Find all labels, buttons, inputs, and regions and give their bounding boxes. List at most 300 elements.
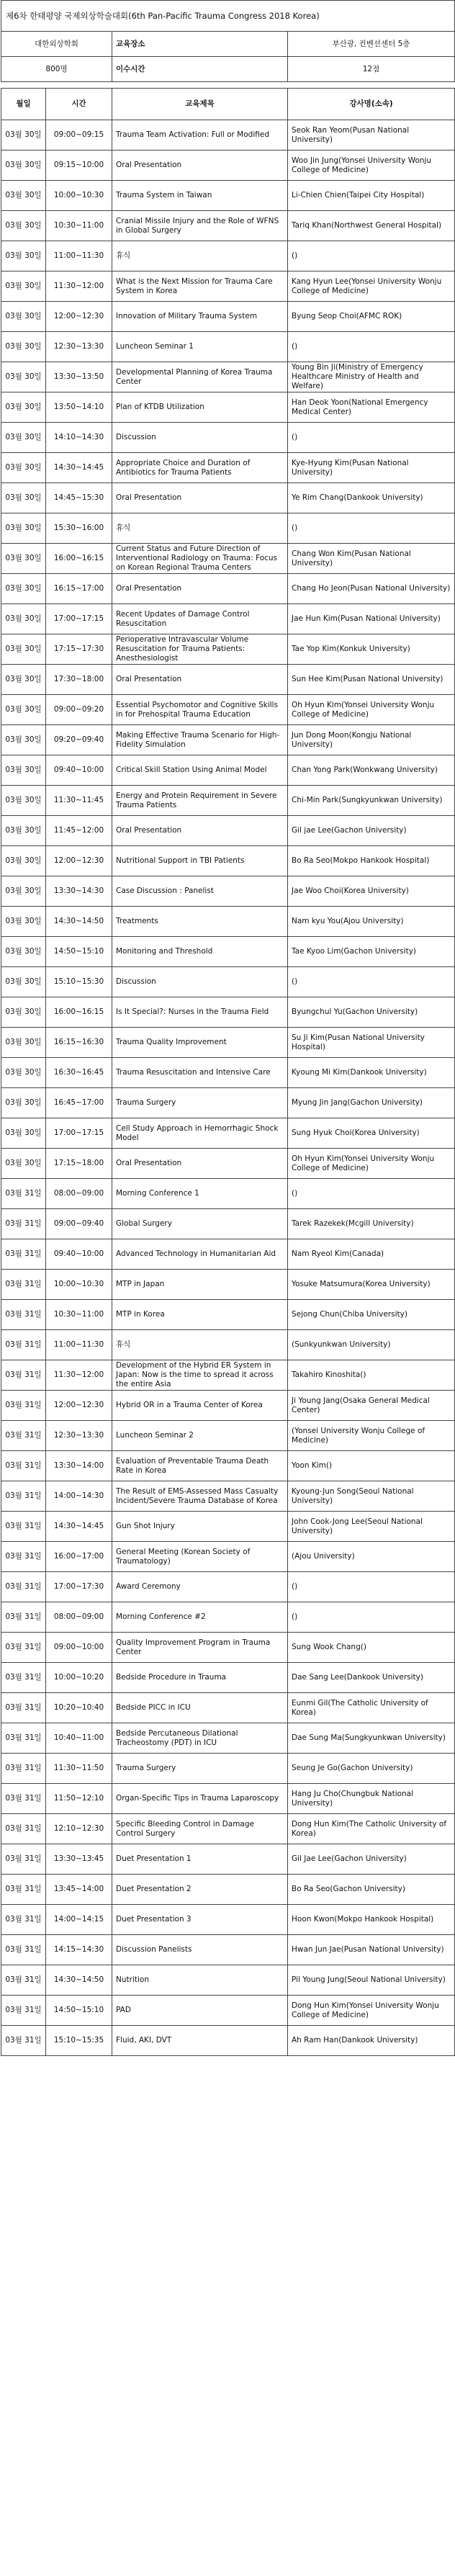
row-title: The Result of EMS-Assessed Mass Casualty Incident/Severe Trauma Database of Korea — [112, 1481, 288, 1512]
row-speaker: Kang Hyun Lee(Yonsei University Wonju College of Medicine) — [288, 271, 455, 302]
row-date: 03월 31일 — [1, 1270, 46, 1300]
row-date: 03월 30일 — [1, 181, 46, 211]
row-time: 11:45~12:00 — [46, 816, 112, 846]
row-date: 03월 31일 — [1, 1784, 46, 1814]
row-time: 14:45~15:30 — [46, 483, 112, 513]
row-title: Making Effective Trauma Scenario for High-Fidelity Simulation — [112, 725, 288, 755]
row-date: 03월 30일 — [1, 997, 46, 1028]
table-row — [1, 1330, 455, 1360]
row-speaker: Seok Ran Yeom(Pusan National University) — [288, 120, 455, 151]
row-speaker: Myung Jin Jang(Gachon University) — [288, 1088, 455, 1118]
row-title: Oral Presentation — [112, 574, 288, 604]
row-time: 15:30~16:00 — [46, 513, 112, 544]
row-title: MTP in Japan — [112, 1270, 288, 1300]
row-date: 03월 31일 — [1, 1693, 46, 1723]
row-time: 10:30~11:00 — [46, 211, 112, 241]
table-row — [1, 634, 455, 665]
row-time: 16:00~17:00 — [46, 1542, 112, 1572]
row-title: Evaluation of Preventable Trauma Death Rate in Korea — [112, 1451, 288, 1481]
row-speaker: Chan Yong Park(Wonkwang University) — [288, 755, 455, 786]
row-time: 17:00~17:30 — [46, 1572, 112, 1602]
row-date: 03월 30일 — [1, 755, 46, 786]
row-speaker: Nam kyu You(Ajou University) — [288, 907, 455, 937]
row-title: Hybrid OR in a Trauma Center of Korea — [112, 1391, 288, 1421]
row-date: 03월 30일 — [1, 907, 46, 937]
row-title: What is the Next Mission for Trauma Care System in Korea — [112, 271, 288, 302]
table-row — [1, 1149, 455, 1179]
table-row — [1, 302, 455, 332]
table-row — [1, 2026, 455, 2056]
row-date: 03월 30일 — [1, 120, 46, 151]
row-speaker: Tariq Khan(Northwest General Hospital) — [288, 211, 455, 241]
row-date: 03월 30일 — [1, 876, 46, 907]
table-row — [1, 1239, 455, 1270]
table-row — [1, 1118, 455, 1149]
row-date: 03월 31일 — [1, 1996, 46, 2026]
row-time: 08:00~09:00 — [46, 1602, 112, 1633]
row-date: 03월 31일 — [1, 1360, 46, 1391]
row-date: 03월 31일 — [1, 1300, 46, 1330]
row-time: 14:30~14:50 — [46, 907, 112, 937]
row-time: 09:00~09:15 — [46, 120, 112, 151]
row-date: 03월 31일 — [1, 1875, 46, 1905]
row-title: Is It Special?: Nurses in the Trauma Field — [112, 997, 288, 1028]
row-date: 03월 31일 — [1, 1421, 46, 1451]
table-row — [1, 513, 455, 544]
row-time: 13:50~14:10 — [46, 392, 112, 423]
row-speaker: John Cook-Jong Lee(Seoul National University) — [288, 1512, 455, 1542]
row-time: 11:30~12:00 — [46, 1360, 112, 1391]
row-speaker: Young Bin Ji(Ministry of Emergency Healthcare Ministry of Health and Welfare) — [288, 362, 455, 392]
row-title: Developmental Planning of Korea Trauma Center — [112, 362, 288, 392]
row-title: 휴식 — [112, 513, 288, 544]
row-date: 03월 30일 — [1, 271, 46, 302]
row-date: 03월 30일 — [1, 1118, 46, 1149]
header-row — [1, 89, 455, 120]
row-speaker: Tarek Razekek(Mcgill University) — [288, 1209, 455, 1239]
row-title: Essential Psychomotor and Cognitive Skills in for Prehospital Trauma Education — [112, 695, 288, 725]
row-title: Award Ceremony — [112, 1572, 288, 1602]
table-row — [1, 1512, 455, 1542]
row-speaker: (Yonsei University Wonju College of Medicine) — [288, 1421, 455, 1451]
row-speaker: Chang Won Kim(Pusan National University) — [288, 544, 455, 574]
row-date: 03월 30일 — [1, 816, 46, 846]
row-date: 03월 31일 — [1, 1935, 46, 1965]
row-speaker: Gil Jae Lee(Gachon University) — [288, 1844, 455, 1875]
row-title: Trauma Resuscitation and Intensive Care — [112, 1058, 288, 1088]
header-time: 시간 — [46, 89, 112, 120]
row-time: 14:50~15:10 — [46, 937, 112, 967]
row-time: 12:00~12:30 — [46, 1391, 112, 1421]
row-speaker: Oh Hyun Kim(Yonsei University Wonju College of Medicine) — [288, 695, 455, 725]
row-title: Gun Shot Injury — [112, 1512, 288, 1542]
row-title: Morning Conference #2 — [112, 1602, 288, 1633]
row-time: 13:30~14:00 — [46, 1451, 112, 1481]
row-title: Plan of KTDB Utilization — [112, 392, 288, 423]
row-time: 14:10~14:30 — [46, 423, 112, 453]
table-row — [1, 1542, 455, 1572]
row-title: Duet Presentation 2 — [112, 1875, 288, 1905]
row-speaker: () — [288, 241, 455, 271]
row-time: 15:10~15:30 — [46, 967, 112, 997]
row-date: 03월 31일 — [1, 1179, 46, 1209]
table-row — [1, 967, 455, 997]
row-speaker: Ye Rim Chang(Dankook University) — [288, 483, 455, 513]
row-date: 03월 31일 — [1, 1481, 46, 1512]
row-date: 03월 30일 — [1, 362, 46, 392]
row-date: 03월 30일 — [1, 786, 46, 816]
row-time: 09:00~10:00 — [46, 1633, 112, 1663]
row-time: 16:00~16:15 — [46, 544, 112, 574]
row-speaker: () — [288, 1572, 455, 1602]
row-title: Bedside PICC in ICU — [112, 1693, 288, 1723]
table-row — [1, 1421, 455, 1451]
row-title: Duet Presentation 3 — [112, 1905, 288, 1935]
row-time: 09:15~10:00 — [46, 151, 112, 181]
row-time: 12:30~13:30 — [46, 1421, 112, 1451]
row-speaker: () — [288, 513, 455, 544]
row-title: Specific Bleeding Control in Damage Control Surgery — [112, 1814, 288, 1844]
row-time: 14:30~14:45 — [46, 453, 112, 483]
table-row — [1, 786, 455, 816]
row-title: Nutritional Support in TBI Patients — [112, 846, 288, 876]
row-title: Bedside Procedure in Trauma — [112, 1663, 288, 1693]
row-time: 09:20~09:40 — [46, 725, 112, 755]
row-title: Global Surgery — [112, 1209, 288, 1239]
table-row — [1, 665, 455, 695]
row-speaker: Chang Ho Jeon(Pusan National University) — [288, 574, 455, 604]
title-row — [1, 1, 455, 32]
row-speaker: (Sunkyunkwan University) — [288, 1330, 455, 1360]
row-speaker: Bo Ra Seo(Mokpo Hankook Hospital) — [288, 846, 455, 876]
row-time: 14:50~15:10 — [46, 1996, 112, 2026]
row-date: 03월 30일 — [1, 423, 46, 453]
row-title: Fluid, AKI, DVT — [112, 2026, 288, 2056]
table-row — [1, 846, 455, 876]
table-row — [1, 997, 455, 1028]
row-date: 03월 31일 — [1, 1723, 46, 1754]
schedule-body — [1, 120, 455, 2056]
spacer — [1, 82, 455, 89]
row-speaker: Kyoung Mi Kim(Dankook University) — [288, 1058, 455, 1088]
row-title: MTP in Korea — [112, 1300, 288, 1330]
row-speaker: () — [288, 332, 455, 362]
row-date: 03월 30일 — [1, 695, 46, 725]
capacity: 800명 — [1, 57, 112, 82]
row-date: 03월 30일 — [1, 665, 46, 695]
row-title: Oral Presentation — [112, 151, 288, 181]
row-date: 03월 31일 — [1, 1814, 46, 1844]
row-time: 13:30~14:30 — [46, 876, 112, 907]
table-row — [1, 1965, 455, 1996]
table-row — [1, 1300, 455, 1330]
row-title: Oral Presentation — [112, 483, 288, 513]
row-speaker: () — [288, 423, 455, 453]
row-speaker: Jun Dong Moon(Kongju National University) — [288, 725, 455, 755]
row-time: 15:10~15:35 — [46, 2026, 112, 2056]
row-date: 03월 31일 — [1, 2026, 46, 2056]
hours-label: 이수시간 — [112, 57, 288, 82]
table-row — [1, 1935, 455, 1965]
table-row — [1, 1209, 455, 1239]
row-speaker: Han Deok Yoon(National Emergency Medical Center) — [288, 392, 455, 423]
row-time: 10:00~10:30 — [46, 181, 112, 211]
row-date: 03월 30일 — [1, 937, 46, 967]
table-row — [1, 1693, 455, 1723]
row-time: 14:00~14:15 — [46, 1905, 112, 1935]
row-time: 11:30~12:00 — [46, 271, 112, 302]
row-date: 03월 30일 — [1, 967, 46, 997]
venue-value: 부산광, 컨벤션센터 5층 — [288, 32, 455, 57]
table-row — [1, 1875, 455, 1905]
row-speaker: Ji Young Jang(Osaka General Medical Center) — [288, 1391, 455, 1421]
row-speaker: Kye-Hyung Kim(Pusan National University) — [288, 453, 455, 483]
row-speaker: Dong Hun Kim(Yonsei University Wonju College of Medicine) — [288, 1996, 455, 2026]
row-date: 03월 31일 — [1, 1239, 46, 1270]
row-speaker: Ah Ram Han(Dankook University) — [288, 2026, 455, 2056]
row-date: 03월 30일 — [1, 1149, 46, 1179]
row-speaker: () — [288, 1602, 455, 1633]
row-time: 10:40~11:00 — [46, 1723, 112, 1754]
row-time: 14:30~14:45 — [46, 1512, 112, 1542]
table-row — [1, 423, 455, 453]
row-date: 03월 31일 — [1, 1209, 46, 1239]
row-time: 14:00~14:30 — [46, 1481, 112, 1512]
table-row — [1, 181, 455, 211]
organizer: 대한외상학회 — [1, 32, 112, 57]
spacer-row — [1, 82, 455, 89]
row-date: 03월 31일 — [1, 1905, 46, 1935]
row-speaker: Woo Jin Jung(Yonsei University Wonju College of Medicine) — [288, 151, 455, 181]
table-row — [1, 907, 455, 937]
row-title: Morning Conference 1 — [112, 1179, 288, 1209]
table-row — [1, 1028, 455, 1058]
table-row — [1, 755, 455, 786]
row-date: 03월 31일 — [1, 1542, 46, 1572]
row-time: 13:45~14:00 — [46, 1875, 112, 1905]
table-row — [1, 1270, 455, 1300]
row-date: 03월 30일 — [1, 241, 46, 271]
row-date: 03월 30일 — [1, 1028, 46, 1058]
row-title: Development of the Hybrid ER System in Japan: Now is the time to spread it across the entire Asia — [112, 1360, 288, 1391]
row-time: 12:00~12:30 — [46, 846, 112, 876]
row-title: Cranial Missile Injury and the Role of WFNS in Global Surgery — [112, 211, 288, 241]
row-date: 03월 31일 — [1, 1633, 46, 1663]
row-title: Nutrition — [112, 1965, 288, 1996]
row-date: 03월 31일 — [1, 1330, 46, 1360]
row-title: Current Status and Future Direction of Interventional Radiology on Trauma: Focus on Korean Regional Trauma Centers — [112, 544, 288, 574]
row-time: 16:45~17:00 — [46, 1088, 112, 1118]
row-title: Organ-Specific Tips in Trauma Laparoscopy — [112, 1784, 288, 1814]
row-speaker: Dong Hun Kim(The Catholic University of Korea) — [288, 1814, 455, 1844]
table-row — [1, 937, 455, 967]
row-time: 16:15~16:30 — [46, 1028, 112, 1058]
row-time: 11:30~11:45 — [46, 786, 112, 816]
table-row — [1, 241, 455, 271]
row-date: 03월 31일 — [1, 1602, 46, 1633]
table-row — [1, 1754, 455, 1784]
table-row — [1, 271, 455, 302]
row-speaker: Kyoung-Jun Song(Seoul National University) — [288, 1481, 455, 1512]
row-speaker: Nam Ryeol Kim(Canada) — [288, 1239, 455, 1270]
table-row — [1, 211, 455, 241]
row-time: 14:15~14:30 — [46, 1935, 112, 1965]
row-date: 03월 30일 — [1, 151, 46, 181]
row-date: 03월 30일 — [1, 332, 46, 362]
row-date: 03월 31일 — [1, 1512, 46, 1542]
table-row — [1, 1179, 455, 1209]
row-speaker: Tae Yop Kim(Konkuk University) — [288, 634, 455, 665]
row-title: Treatments — [112, 907, 288, 937]
table-row — [1, 1905, 455, 1935]
row-speaker: Byungchul Yu(Gachon University) — [288, 997, 455, 1028]
row-time: 11:00~11:30 — [46, 1330, 112, 1360]
row-time: 13:30~13:50 — [46, 362, 112, 392]
row-speaker: Byung Seop Choi(AFMC ROK) — [288, 302, 455, 332]
row-date: 03월 30일 — [1, 302, 46, 332]
table-row — [1, 1996, 455, 2026]
row-title: Trauma System in Taiwan — [112, 181, 288, 211]
row-title: 휴식 — [112, 1330, 288, 1360]
row-title: Discussion — [112, 967, 288, 997]
row-time: 12:00~12:30 — [46, 302, 112, 332]
row-time: 09:40~10:00 — [46, 755, 112, 786]
row-date: 03월 30일 — [1, 574, 46, 604]
row-speaker: Bo Ra Seo(Gachon University) — [288, 1875, 455, 1905]
table-row — [1, 1572, 455, 1602]
row-date: 03월 30일 — [1, 483, 46, 513]
row-date: 03월 30일 — [1, 725, 46, 755]
table-row — [1, 1814, 455, 1844]
table-row — [1, 1784, 455, 1814]
row-date: 03월 30일 — [1, 604, 46, 634]
table-row — [1, 1481, 455, 1512]
table-row — [1, 1602, 455, 1633]
table-row — [1, 362, 455, 392]
row-speaker: Hoon Kwon(Mokpo Hankook Hospital) — [288, 1905, 455, 1935]
row-time: 16:30~16:45 — [46, 1058, 112, 1088]
row-date: 03월 30일 — [1, 453, 46, 483]
row-date: 03월 30일 — [1, 1058, 46, 1088]
table-row — [1, 332, 455, 362]
row-speaker: Tae Kyoo Lim(Gachon University) — [288, 937, 455, 967]
table-row — [1, 1360, 455, 1391]
row-time: 08:00~09:00 — [46, 1179, 112, 1209]
row-speaker: Sung Hyuk Choi(Korea University) — [288, 1118, 455, 1149]
row-title: Recent Updates of Damage Control Resuscitation — [112, 604, 288, 634]
header-speaker: 강사명(소속) — [288, 89, 455, 120]
row-time: 12:30~13:30 — [46, 332, 112, 362]
row-date: 03월 31일 — [1, 1391, 46, 1421]
header-title: 교육제목 — [112, 89, 288, 120]
row-title: Discussion Panelists — [112, 1935, 288, 1965]
row-date: 03월 30일 — [1, 846, 46, 876]
table-row — [1, 816, 455, 846]
table-row — [1, 1844, 455, 1875]
row-time: 17:30~18:00 — [46, 665, 112, 695]
row-date: 03월 30일 — [1, 392, 46, 423]
row-time: 09:00~09:20 — [46, 695, 112, 725]
table-row — [1, 392, 455, 423]
row-title: Duet Presentation 1 — [112, 1844, 288, 1875]
table-row — [1, 1633, 455, 1663]
table-row — [1, 1723, 455, 1754]
row-title: Oral Presentation — [112, 816, 288, 846]
row-date: 03월 30일 — [1, 211, 46, 241]
row-title: Cell Study Approach in Hemorrhagic Shock Model — [112, 1118, 288, 1149]
row-time: 17:00~17:15 — [46, 1118, 112, 1149]
row-title: Energy and Protein Requirement in Severe Trauma Patients — [112, 786, 288, 816]
row-speaker: Yoon Kim() — [288, 1451, 455, 1481]
table-row — [1, 695, 455, 725]
table-row — [1, 604, 455, 634]
row-speaker: () — [288, 967, 455, 997]
row-time: 10:30~11:00 — [46, 1300, 112, 1330]
row-speaker: Oh Hyun Kim(Yonsei University Wonju College of Medicine) — [288, 1149, 455, 1179]
event-title: 제6차 한태평양 국제외상학술대회(6th Pan-Pacific Trauma Congress 2018 Korea) — [1, 1, 455, 32]
table-row — [1, 574, 455, 604]
row-title: Quality Improvement Program in Trauma Center — [112, 1633, 288, 1663]
row-speaker: Sejong Chun(Chiba University) — [288, 1300, 455, 1330]
row-date: 03월 31일 — [1, 1451, 46, 1481]
row-time: 10:20~10:40 — [46, 1693, 112, 1723]
row-date: 03월 31일 — [1, 1844, 46, 1875]
row-date: 03월 30일 — [1, 544, 46, 574]
row-speaker: Hang Ju Cho(Chungbuk National University) — [288, 1784, 455, 1814]
row-time: 13:30~13:45 — [46, 1844, 112, 1875]
row-time: 10:00~10:30 — [46, 1270, 112, 1300]
row-speaker: Dae Sang Lee(Dankook University) — [288, 1663, 455, 1693]
row-title: Luncheon Seminar 2 — [112, 1421, 288, 1451]
table-row — [1, 1451, 455, 1481]
row-time: 11:00~11:30 — [46, 241, 112, 271]
row-speaker: Seung Je Go(Gachon University) — [288, 1754, 455, 1784]
row-title: Trauma Quality Improvement — [112, 1028, 288, 1058]
row-speaker: Li-Chien Chien(Taipei City Hospital) — [288, 181, 455, 211]
row-speaker: Yosuke Matsumura(Korea University) — [288, 1270, 455, 1300]
row-title: Oral Presentation — [112, 665, 288, 695]
row-title: Innovation of Military Trauma System — [112, 302, 288, 332]
row-speaker: () — [288, 1179, 455, 1209]
row-title: Trauma Surgery — [112, 1754, 288, 1784]
row-speaker: Takahiro Kinoshita() — [288, 1360, 455, 1391]
row-title: 휴식 — [112, 241, 288, 271]
row-title: Case Discussion : Panelist — [112, 876, 288, 907]
table-row — [1, 544, 455, 574]
row-title: Perioperative Intravascular Volume Resuscitation for Trauma Patients: Anesthesiologist — [112, 634, 288, 665]
info-row-1 — [1, 32, 455, 57]
row-title: Critical Skill Station Using Animal Model — [112, 755, 288, 786]
row-title: Bedside Percutaneous Dilational Tracheostomy (PDT) in ICU — [112, 1723, 288, 1754]
row-speaker: Dae Sung Ma(Sungkyunkwan University) — [288, 1723, 455, 1754]
curriculum-table — [1, 0, 455, 2056]
row-time: 17:15~18:00 — [46, 1149, 112, 1179]
row-time: 09:00~09:40 — [46, 1209, 112, 1239]
document-page — [1, 0, 454, 2056]
row-date: 03월 31일 — [1, 1663, 46, 1693]
table-row — [1, 151, 455, 181]
info-row-2 — [1, 57, 455, 82]
row-date: 03월 30일 — [1, 634, 46, 665]
row-title: Appropriate Choice and Duration of Antibiotics for Trauma Patients — [112, 453, 288, 483]
row-speaker: Jae Woo Choi(Korea University) — [288, 876, 455, 907]
row-time: 11:30~11:50 — [46, 1754, 112, 1784]
row-title: Oral Presentation — [112, 1149, 288, 1179]
row-time: 14:30~14:50 — [46, 1965, 112, 1996]
table-row — [1, 1058, 455, 1088]
row-title: Discussion — [112, 423, 288, 453]
table-row — [1, 483, 455, 513]
